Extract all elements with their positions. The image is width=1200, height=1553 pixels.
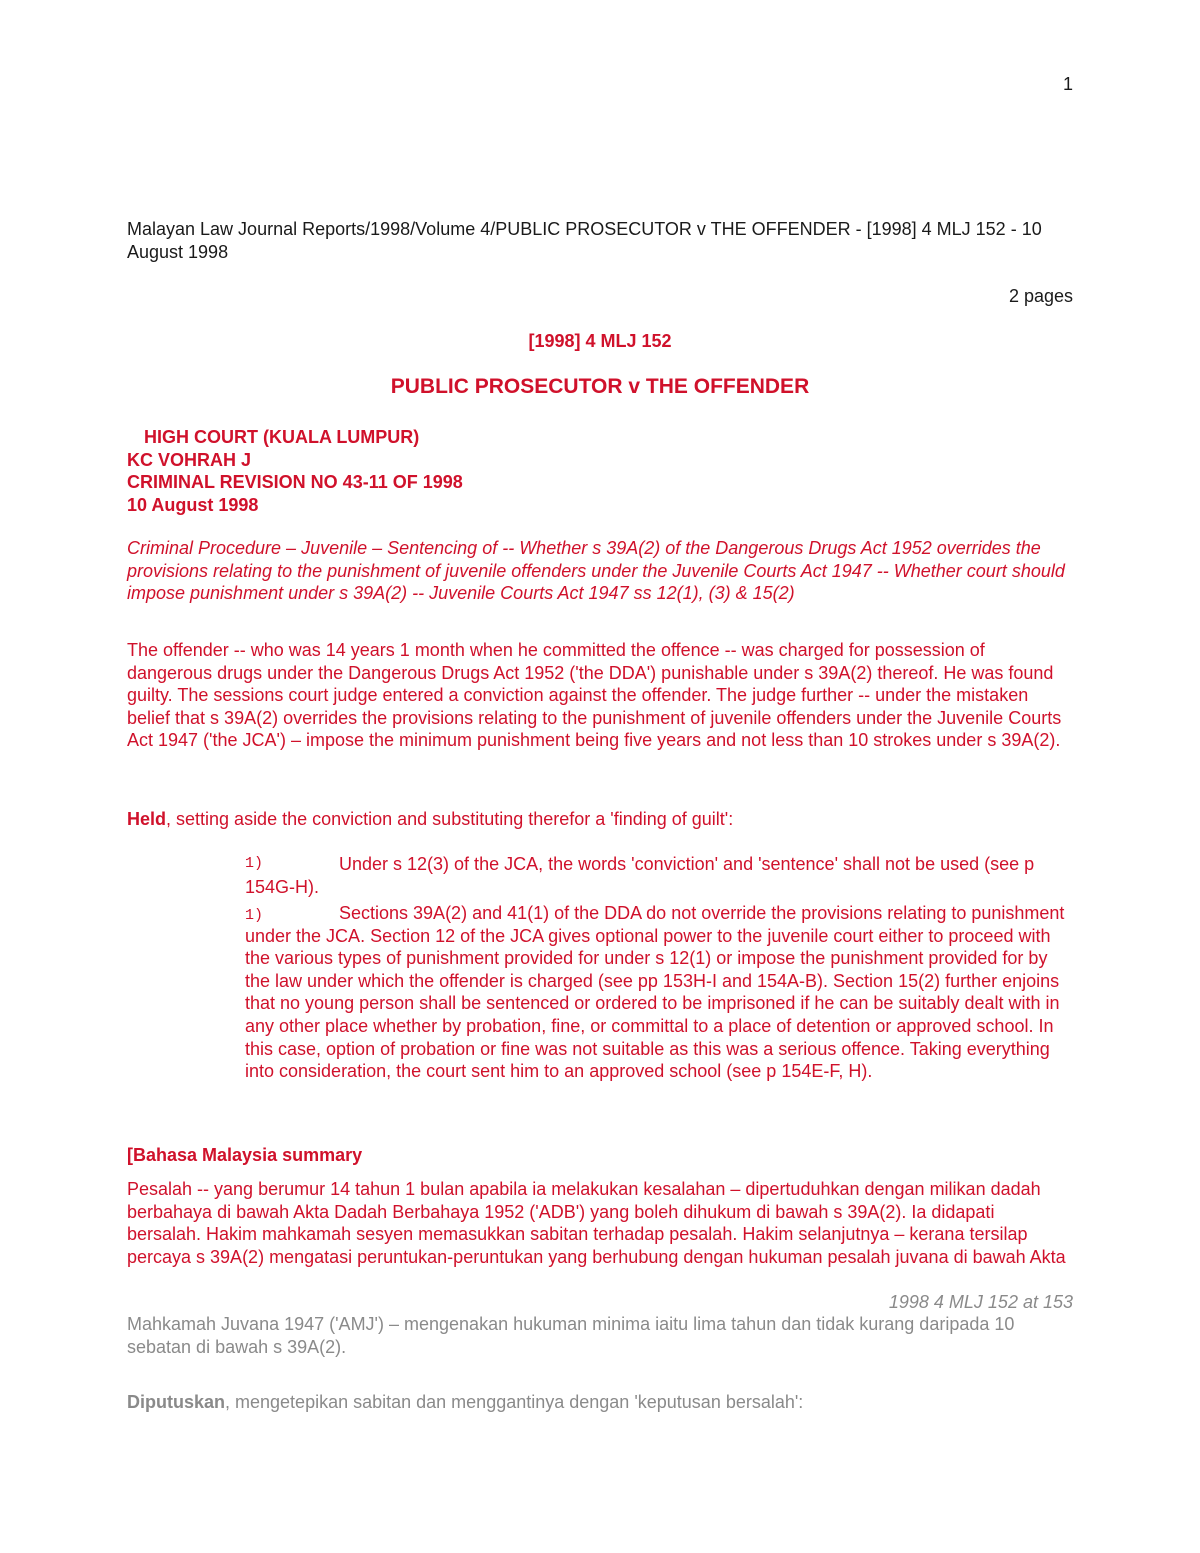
holding-text-2: Sections 39A(2) and 41(1) of the DDA do not override the provisions relating to punishment under the JCA. Section 12 of the JCA gives optional power to the juvenile court either to proceed with the various types of punishment provided for under s 12(1) or impose the punishment provided for by the law under which the offender is charged (see pp 153H-I and 154A-B). Section 15(2) further enjoins that no young person shall be sentenced or ordered to be imprisoned if he can be suitably dealt with in any other place whether by probation, fine, or committal to a place of detention or approved school. In this case, option of probation or fine was not suitable as this was a serious offence. Taking everything into consideration, the court sent him to an approved school (see p 154E-F, H).	[245, 903, 1065, 1082]
bm-facts-continued: Mahkamah Juvana 1947 ('AMJ') – mengenakan hukuman minima iaitu lima tahun dan tidak kurang daripada 10 sebatan di bawah s 39A(2).	[127, 1314, 1015, 1357]
bm-summary-heading: [Bahasa Malaysia summary	[127, 1145, 363, 1165]
page-count: 2 pages	[1008, 286, 1073, 306]
facts-paragraph: The offender -- who was 14 years 1 month when he committed the offence -- was charged for possession of dangerous drugs under the Dangerous Drugs Act 1952 ('the DDA') punishable under s 39A(2) thereof. He was found guilty. The sessions court judge entered a conviction against the offender. The judge further -- under the mistaken belief that s 39A(2) overrides the provisions relating to the punishment of juvenile offenders under the Juvenile Courts Act 1947 ('the JCA') – impose the minimum punishment being five years and not less than 10 strokes under s 39A(2).	[127, 640, 1062, 751]
page-marker: 1998 4 MLJ 152 at 153	[888, 1292, 1073, 1312]
judge-name: KC VOHRAH J	[127, 449, 252, 470]
held-paragraph	[127, 808, 1073, 831]
held-label: Held	[127, 809, 167, 829]
report-citation: [1998] 4 MLJ 152	[528, 331, 672, 351]
held-text: , setting aside the conviction and substituting therefor a 'finding of guilt':	[166, 809, 734, 829]
holding-text-1: Under s 12(3) of the JCA, the words 'conviction' and 'sentence' shall not be used (see p 154G-H).	[245, 854, 1035, 897]
case-number: CRIMINAL REVISION NO 43-11 OF 1998	[127, 472, 463, 493]
holding-number: 1)	[245, 907, 264, 924]
bm-facts-paragraph: Pesalah -- yang berumur 14 tahun 1 bulan apabila ia melakukan kesalahan – dipertuduhkan dengan milikan dadah berbahaya di bawah Akta Dadah Berbahaya 1952 ('ADB') yang boleh dihukum di bawah s 39A(2). Ia didapati bersalah. Hakim mahkamah sesyen memasukkan sabitan terhadap pesalah. Hakim selanjutnya – kerana tersilap percaya s 39A(2) mengatasi peruntukan-peruntukan yang berhubung dengan hukuman pesalah juvana di bawah Akta	[127, 1179, 1066, 1267]
catchwords: Criminal Procedure – Juvenile – Sentencing of -- Whether s 39A(2) of the Dangerous Drugs Act 1952 overrides the provisions relating to the punishment of juvenile offenders under the Juvenile Courts Act 1947 -- Whether court should impose punishment under s 39A(2) -- Juvenile Courts Act 1947 ss 12(1), (3) & 15(2)	[127, 538, 1065, 604]
holding-number: 1)	[245, 855, 264, 872]
page-number: 1	[1062, 74, 1073, 94]
case-title: PUBLIC PROSECUTOR v THE OFFENDER	[390, 375, 810, 398]
bm-held-paragraph	[127, 1391, 1073, 1414]
bm-held-label: Diputuskan	[127, 1392, 226, 1412]
case-info	[127, 426, 463, 516]
bm-held-text: , mengetepikan sabitan dan menggantinya dengan 'keputusan bersalah':	[225, 1392, 804, 1412]
citation-header: Malayan Law Journal Reports/1998/Volume 4/PUBLIC PROSECUTOR v THE OFFENDER - [1998] 4 MLJ 152 - 10 August 1998	[127, 219, 1042, 262]
decision-date: 10 August 1998	[127, 494, 259, 515]
court-name: HIGH COURT (KUALA LUMPUR)	[144, 427, 420, 447]
